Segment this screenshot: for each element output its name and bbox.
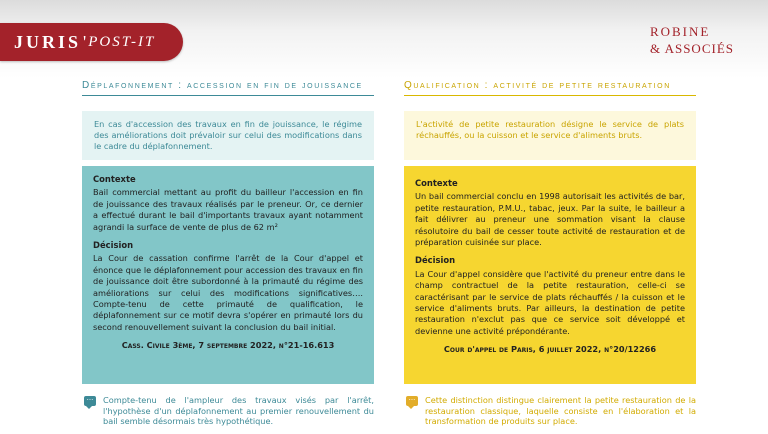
brand-main: JURIS	[14, 31, 82, 52]
right-context-heading: Contexte	[415, 178, 458, 188]
brand-banner	[0, 23, 183, 61]
left-context-heading: Contexte	[93, 174, 136, 184]
right-summary: L'activité de petite restauration désigne le service de plats réchauffés, ou la cuisson et le service d'aliments bruts.	[404, 111, 696, 160]
comment-bubble-icon: ···	[84, 396, 96, 406]
right-decision-text: La Cour d'appel considère que l'activité du preneur entre dans le champ contractuel de la petite restauration, celle-ci se caractérisant par le service de plats réchauffés / la cuisson et le service d'aliments bruts. Par ailleurs, la destination de petite restauration n'exclut pas que ce service soit développé et devienne une activité prépondérante.	[415, 268, 685, 336]
right-note-text: Cette distinction distingue clairement la petite restauration de la restauration classique, laquelle consiste en l'élaboration et la transformation de produits sur place.	[425, 395, 696, 426]
left-card	[82, 166, 374, 384]
logo-line-2: & ASSOCIÉS	[649, 41, 734, 56]
left-context-text: Bail commercial mettant au profit du bailleur l'accession en fin de jouissance des travaux réalisés par le preneur. Or, ce dernier a effectué durant le bail d'importants travaux ayant notamment agrandi la surface de vente de plus de 62 m²	[93, 187, 363, 232]
right-context-text: Un bail commercial conclu en 1998 autorisait les activités de bar, petite restauration, P.M.U., tabac, jeux. Par la suite, le bailleur a fait délivrer au preneur une sommation visant la clause résolutoire du bail de cesser toute activité de restauration et de préparation cuisinée sur place.	[415, 191, 685, 248]
comment-bubble-icon: ···	[406, 396, 418, 406]
firm-logo	[650, 24, 734, 57]
right-column	[404, 80, 696, 427]
left-note	[82, 395, 374, 427]
left-decision-text: La Cour de cassation confirme l'arrêt de la Cour d'appel et énonce que le déplafonnement pour accession des travaux en fin de jouissance doit être subordonné à la primauté du régime des améliorations sur celui des modifications significatives…. Compte-tenu de cette primauté de qualification, le déplafonnement sur ce motif devra s'opérer en primauté lors du second renouvellement suivant la conclusion du bail initial.	[93, 253, 363, 332]
brand-separator: '	[83, 31, 87, 52]
right-column-title: Qualification : activité de petite restauration	[404, 80, 696, 96]
right-card	[404, 166, 696, 384]
brand-sub: POST-IT	[88, 33, 156, 50]
left-column-title: Déplafonnement : accession en fin de jouissance	[82, 80, 374, 96]
left-summary: En cas d'accession des travaux en fin de jouissance, le régime des améliorations doit prévaloir sur celui des modifications dans le cadre du déplafonnement.	[82, 111, 374, 160]
right-decision-heading: Décision	[415, 255, 456, 266]
left-decision-heading: Décision	[93, 240, 134, 251]
left-column	[82, 80, 374, 427]
left-note-text: Compte-tenu de l'ampleur des travaux visés par l'arrêt, l'hypothèse d'un déplafonnement au premier renouvellement du bail semble désormais très hypothétique.	[103, 395, 374, 426]
right-note	[404, 395, 696, 427]
right-reference: Cour d'appel de Paris, 6 juillet 2022, n°20/12266	[443, 344, 657, 355]
left-reference: Cass. Civile 3ème, 7 septembre 2022, n°21-16.613	[121, 340, 335, 351]
logo-line-1: ROBINE	[649, 24, 711, 39]
